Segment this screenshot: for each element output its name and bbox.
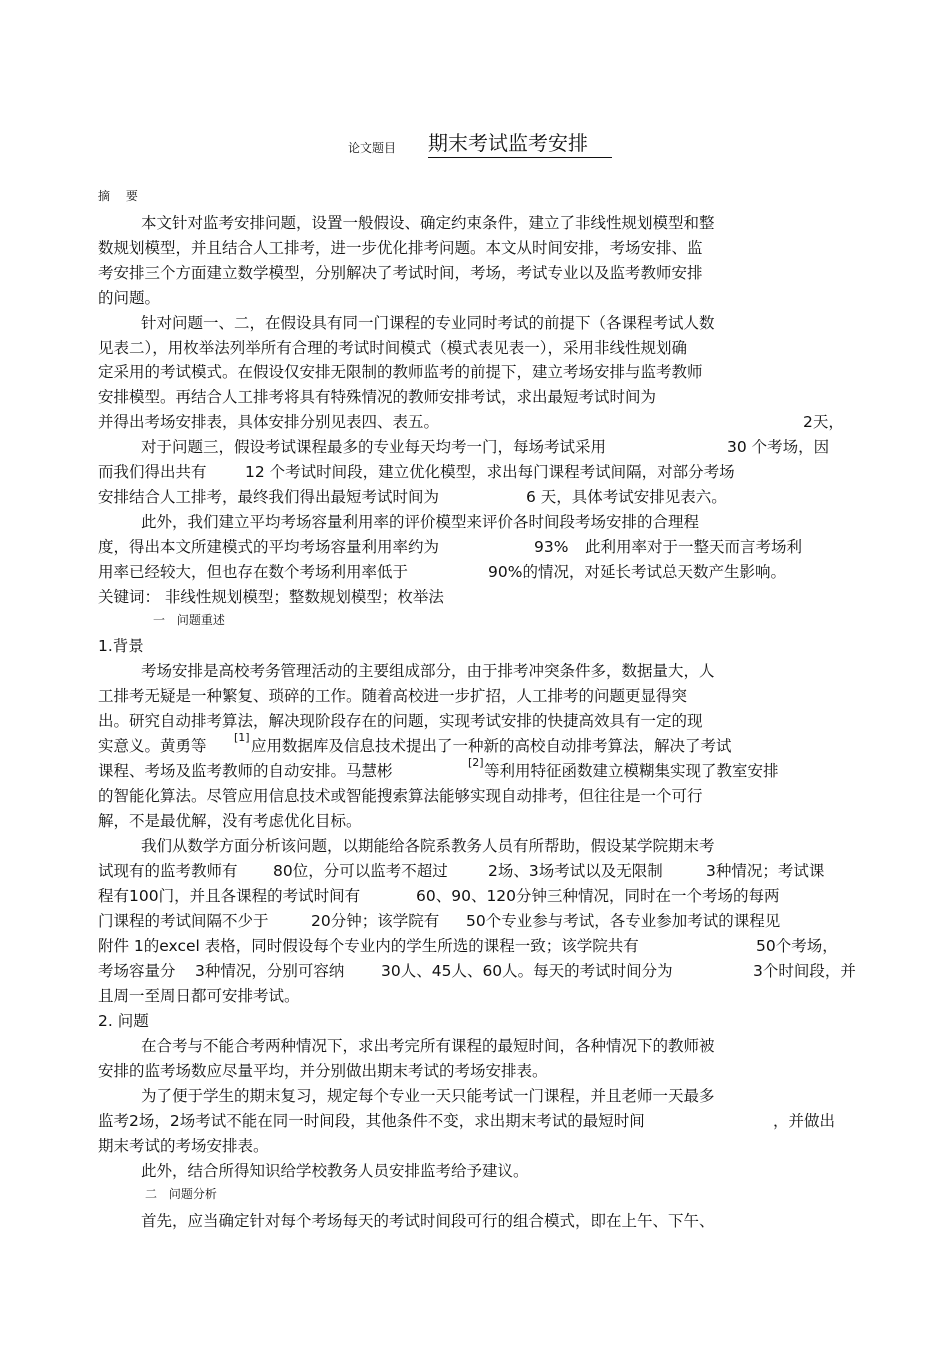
background-line: 工排考无疑是一种繁复、琐碎的工作。随着高校进一步扩招，人工排考的问题更显得突: [98, 687, 688, 705]
abstract-p3-line: 而我们得出共有: [98, 463, 207, 481]
abstract-p4-line: 用率已经较大，但也存在数个考场利用率低于: [98, 563, 409, 581]
background-line: 2场、3场考试以及无限制: [488, 862, 663, 880]
subsection-heading: 1.背景: [98, 637, 144, 655]
background-line: 我们从数学方面分析该问题，以期能给各院系教务人员有所帮助，假设某学院期末考: [141, 837, 715, 855]
problem-line: 安排的监考场数应尽量平均，并分别做出期末考试的考场安排表。: [98, 1062, 548, 1080]
section-heading: 一 问题重述: [153, 613, 225, 627]
abstract-heading: 摘 要: [98, 189, 144, 203]
abstract-p3-line: 6 天，具体考试安排见表六。: [526, 488, 727, 506]
background-line: 等利用特征函数建立模糊集实现了教室安排: [484, 762, 779, 780]
subsection-heading: 2. 问题: [98, 1012, 149, 1030]
background-line: 50个考场，: [756, 937, 838, 955]
background-line: 实意义。黄勇等: [98, 737, 207, 755]
background-line: 20分钟；该学院有: [311, 912, 440, 930]
abstract-p4-line: 此外，我们建立平均考场容量利用率的评价模型来评价各时间段考场安排的合理程: [141, 513, 700, 531]
problem-line: 为了便于学生的期末复习，规定每个专业一天只能考试一门课程，并且老师一天最多: [141, 1087, 715, 1105]
problem-line: ，并做出: [773, 1112, 836, 1130]
keywords: 关键词： 非线性规划模型；整数规划模型；枚举法: [98, 588, 444, 606]
abstract-p1-line: 考安排三个方面建立数学模型，分别解决了考试时间，考场，考试专业以及监考教师安排: [98, 264, 703, 282]
paper-title-label: 论文题目: [348, 141, 397, 155]
background-line: 50个专业参与考试，各专业参加考试的课程见: [466, 912, 781, 930]
abstract-p4-line: 此利用率对于一整天而言考场利: [585, 538, 803, 556]
citation-ref: [1]: [234, 731, 250, 744]
background-line: 课程、考场及监考教师的自动安排。马慧彬: [98, 762, 393, 780]
background-line: 的智能化算法。尽管应用信息技术或智能搜索算法能够实现自动排考，但往往是一个可行: [98, 787, 703, 805]
abstract-p2-line: 见表二），用枚举法列举所有合理的考试时间模式（模式表见表一），采用非线性规划确: [98, 339, 688, 357]
analysis-line: 首先，应当确定针对每个考场每天的考试时间段可行的组合模式，即在上午、下午、: [141, 1212, 715, 1230]
abstract-p2-line: 定采用的考试模式。在假设仅安排无限制的教师监考的前提下，建立考场安排与监考教师: [98, 363, 703, 381]
background-line: 考场安排是高校考务管理活动的主要组成部分，由于排考冲突条件多，数据量大，人: [141, 662, 715, 680]
problem-line: 监考2场，2场考试不能在同一时间段，其他条件不变，求出期末考试的最短时间: [98, 1112, 645, 1130]
abstract-p2-line: 2天，: [803, 413, 844, 431]
background-line: 考场容量分: [98, 962, 176, 980]
abstract-p3-line: 12 个考试时间段，建立优化模型，求出每门课程考试间隔，对部分考场: [245, 463, 735, 481]
background-line: 60、90、120分钟三种情况，同时在一个考场的每两: [416, 887, 780, 905]
background-line: 出。研究自动排考算法，解决现阶段存在的问题，实现考试安排的快捷高效具有一定的现: [98, 712, 703, 730]
background-line: 30人、45人、60人。每天的考试时间分为: [381, 962, 673, 980]
abstract-p2-line: 安排模型。再结合人工排考将具有特殊情况的教师安排考试，求出最短考试时间为: [98, 388, 657, 406]
background-line: 程有100门，并且各课程的考试时间有: [98, 887, 361, 905]
section-heading: 二 问题分析: [145, 1187, 217, 1201]
abstract-p1-line: 数规划模型，并且结合人工排考，进一步优化排考问题。本文从时间安排，考场安排、监: [98, 239, 703, 257]
abstract-p4-line: 93%: [534, 538, 569, 556]
background-line: 80位，分可以监考不超过: [273, 862, 448, 880]
abstract-p3-line: 对于问题三，假设考试课程最多的专业每天均考一门，每场考试采用: [141, 438, 607, 456]
abstract-p4-line: 度，得出本文所建模式的平均考场容量利用率约为: [98, 538, 440, 556]
problem-line: 此外，结合所得知识给学校教务人员安排监考给予建议。: [141, 1162, 529, 1180]
abstract-p3-line: 30 个考场，因: [727, 438, 830, 456]
citation-ref: [2]: [468, 756, 484, 769]
paper-title: 期末考试监考安排: [428, 129, 612, 158]
background-line: 门课程的考试间隔不少于: [98, 912, 269, 930]
abstract-p1-line: 本文针对监考安排问题，设置一般假设、确定约束条件，建立了非线性规划模型和整: [141, 214, 715, 232]
background-line: 应用数据库及信息技术提出了一种新的高校自动排考算法，解决了考试: [251, 737, 732, 755]
problem-line: 期末考试的考场安排表。: [98, 1137, 269, 1155]
background-line: 附件 1的excel 表格，同时假设每个专业内的学生所选的课程一致；该学院共有: [98, 937, 639, 955]
abstract-p1-line: 的问题。: [98, 289, 161, 307]
background-line: 解，不是最优解，没有考虑优化目标。: [98, 812, 362, 830]
abstract-p2-line: 针对问题一、二，在假设具有同一门课程的专业同时考试的前提下（各课程考试人数: [141, 314, 715, 332]
abstract-p3-line: 安排结合人工排考，最终我们得出最短考试时间为: [98, 488, 440, 506]
background-line: 试现有的监考教师有: [98, 862, 238, 880]
background-line: 3种情况；考试课: [706, 862, 825, 880]
background-line: 且周一至周日都可安排考试。: [98, 987, 300, 1005]
abstract-p4-line: 90%的情况，对延长考试总天数产生影响。: [488, 563, 786, 581]
background-line: 3种情况，分别可容纳: [195, 962, 345, 980]
problem-line: 在合考与不能合考两种情况下，求出考完所有课程的最短时间，各种情况下的教师被: [141, 1037, 715, 1055]
background-line: 3个时间段，并: [753, 962, 856, 980]
abstract-p2-line: 并得出考场安排表，具体安排分别见表四、表五。: [98, 413, 440, 431]
